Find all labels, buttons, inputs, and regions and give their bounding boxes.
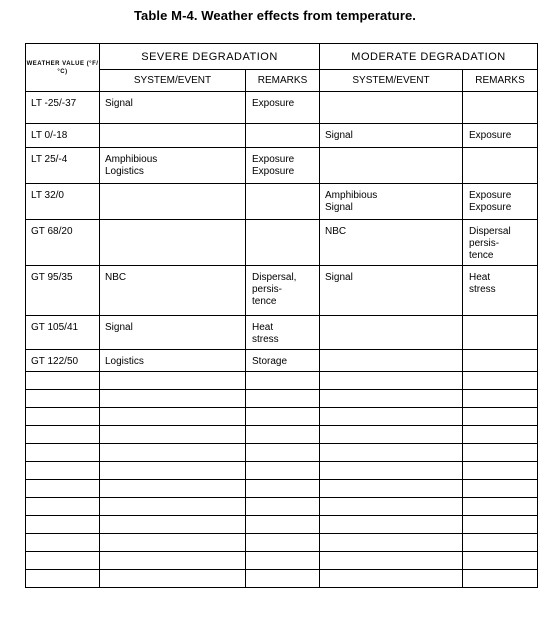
- weather-value-cell: GT 105/41: [26, 316, 100, 350]
- moderate-remarks-cell: [463, 92, 538, 124]
- blank-cell: [246, 390, 320, 408]
- severe-system-cell: [100, 184, 246, 220]
- blank-row: [26, 390, 538, 408]
- blank-cell: [320, 534, 463, 552]
- weather-value-cell: LT -25/-37: [26, 92, 100, 124]
- blank-cell: [320, 462, 463, 480]
- blank-cell: [463, 462, 538, 480]
- table-row: [26, 124, 538, 148]
- blank-cell: [463, 480, 538, 498]
- blank-cell: [463, 426, 538, 444]
- blank-cell: [26, 408, 100, 426]
- blank-cell: [463, 390, 538, 408]
- blank-row: [26, 498, 538, 516]
- blank-cell: [320, 426, 463, 444]
- moderate-remarks-cell: Heat stress: [463, 266, 538, 316]
- blank-cell: [320, 480, 463, 498]
- blank-row: [26, 570, 538, 588]
- moderate-remarks-cell: [463, 148, 538, 184]
- blank-cell: [246, 426, 320, 444]
- severe-remarks-cell: Exposure: [246, 92, 320, 124]
- blank-cell: [100, 516, 246, 534]
- blank-cell: [463, 516, 538, 534]
- severe-degradation-header: SEVERE DEGRADATION: [100, 44, 320, 70]
- table-row: [26, 316, 538, 350]
- moderate-system-cell: [320, 350, 463, 372]
- blank-cell: [26, 390, 100, 408]
- moderate-system-event-header: SYSTEM/EVENT: [320, 70, 463, 92]
- severe-remarks-cell: Exposure Exposure: [246, 148, 320, 184]
- moderate-system-cell: Signal: [320, 124, 463, 148]
- blank-cell: [246, 372, 320, 390]
- blank-cell: [26, 534, 100, 552]
- severe-system-cell: [100, 124, 246, 148]
- blank-cell: [100, 570, 246, 588]
- blank-cell: [246, 444, 320, 462]
- weather-value-cell: LT 32/0: [26, 184, 100, 220]
- moderate-remarks-cell: [463, 316, 538, 350]
- severe-system-cell: Amphibious Logistics: [100, 148, 246, 184]
- blank-cell: [246, 516, 320, 534]
- table-title: Table M-4. Weather effects from temperature.: [133, 8, 417, 23]
- blank-cell: [320, 570, 463, 588]
- moderate-remarks-cell: Dispersal persis- tence: [463, 220, 538, 266]
- weather-value-cell: LT 25/-4: [26, 148, 100, 184]
- blank-cell: [100, 480, 246, 498]
- severe-system-cell: Logistics: [100, 350, 246, 372]
- blank-cell: [246, 552, 320, 570]
- moderate-system-cell: [320, 92, 463, 124]
- blank-cell: [100, 462, 246, 480]
- blank-cell: [100, 372, 246, 390]
- severe-remarks-header: REMARKS: [246, 70, 320, 92]
- blank-cell: [320, 372, 463, 390]
- blank-row: [26, 444, 538, 462]
- blank-row: [26, 426, 538, 444]
- weather-value-cell: GT 95/35: [26, 266, 100, 316]
- blank-row: [26, 408, 538, 426]
- moderate-remarks-cell: Exposure: [463, 124, 538, 148]
- moderate-system-cell: Amphibious Signal: [320, 184, 463, 220]
- blank-cell: [463, 552, 538, 570]
- blank-cell: [463, 408, 538, 426]
- blank-row: [26, 480, 538, 498]
- weather-effects-table: [25, 43, 538, 588]
- blank-row: [26, 552, 538, 570]
- table-row: [26, 148, 538, 184]
- table-row: [26, 220, 538, 266]
- blank-cell: [26, 372, 100, 390]
- moderate-system-cell: [320, 316, 463, 350]
- severe-system-cell: [100, 220, 246, 266]
- blank-cell: [26, 462, 100, 480]
- blank-cell: [463, 444, 538, 462]
- severe-remarks-cell: [246, 220, 320, 266]
- blank-cell: [246, 408, 320, 426]
- blank-cell: [100, 390, 246, 408]
- severe-system-cell: Signal: [100, 316, 246, 350]
- blank-row: [26, 534, 538, 552]
- severe-system-cell: NBC: [100, 266, 246, 316]
- blank-cell: [463, 534, 538, 552]
- table-row: [26, 184, 538, 220]
- blank-cell: [320, 516, 463, 534]
- severe-system-cell: Signal: [100, 92, 246, 124]
- blank-cell: [320, 498, 463, 516]
- moderate-system-cell: [320, 148, 463, 184]
- blank-cell: [320, 390, 463, 408]
- blank-cell: [320, 444, 463, 462]
- blank-cell: [320, 552, 463, 570]
- weather-value-cell: GT 122/50: [26, 350, 100, 372]
- table-row: [26, 92, 538, 124]
- blank-row: [26, 372, 538, 390]
- blank-row: [26, 462, 538, 480]
- blank-cell: [100, 444, 246, 462]
- blank-cell: [463, 372, 538, 390]
- blank-cell: [100, 534, 246, 552]
- moderate-degradation-header: MODERATE DEGRADATION: [320, 44, 538, 70]
- table-row: [26, 350, 538, 372]
- blank-cell: [26, 480, 100, 498]
- moderate-remarks-cell: Exposure Exposure: [463, 184, 538, 220]
- blank-cell: [246, 570, 320, 588]
- blank-cell: [26, 516, 100, 534]
- blank-row: [26, 516, 538, 534]
- blank-cell: [246, 480, 320, 498]
- blank-cell: [463, 570, 538, 588]
- blank-cell: [26, 552, 100, 570]
- blank-cell: [100, 426, 246, 444]
- blank-cell: [26, 444, 100, 462]
- moderate-remarks-header: REMARKS: [463, 70, 538, 92]
- severe-system-event-header: SYSTEM/EVENT: [100, 70, 246, 92]
- blank-cell: [26, 426, 100, 444]
- severe-remarks-cell: Heat stress: [246, 316, 320, 350]
- blank-cell: [320, 408, 463, 426]
- severe-remarks-cell: [246, 124, 320, 148]
- moderate-system-cell: Signal: [320, 266, 463, 316]
- blank-cell: [100, 408, 246, 426]
- weather-value-cell: GT 68/20: [26, 220, 100, 266]
- table-row: [26, 266, 538, 316]
- severe-remarks-cell: [246, 184, 320, 220]
- weather-value-header: WEATHER VALUE (°F/°C): [26, 44, 100, 92]
- blank-cell: [246, 498, 320, 516]
- weather-value-cell: LT 0/-18: [26, 124, 100, 148]
- blank-cell: [100, 552, 246, 570]
- moderate-remarks-cell: [463, 350, 538, 372]
- blank-cell: [100, 498, 246, 516]
- blank-cell: [463, 498, 538, 516]
- blank-cell: [246, 462, 320, 480]
- moderate-system-cell: NBC: [320, 220, 463, 266]
- severe-remarks-cell: Dispersal, persis- tence: [246, 266, 320, 316]
- blank-cell: [26, 570, 100, 588]
- blank-cell: [26, 498, 100, 516]
- severe-remarks-cell: Storage: [246, 350, 320, 372]
- blank-cell: [246, 534, 320, 552]
